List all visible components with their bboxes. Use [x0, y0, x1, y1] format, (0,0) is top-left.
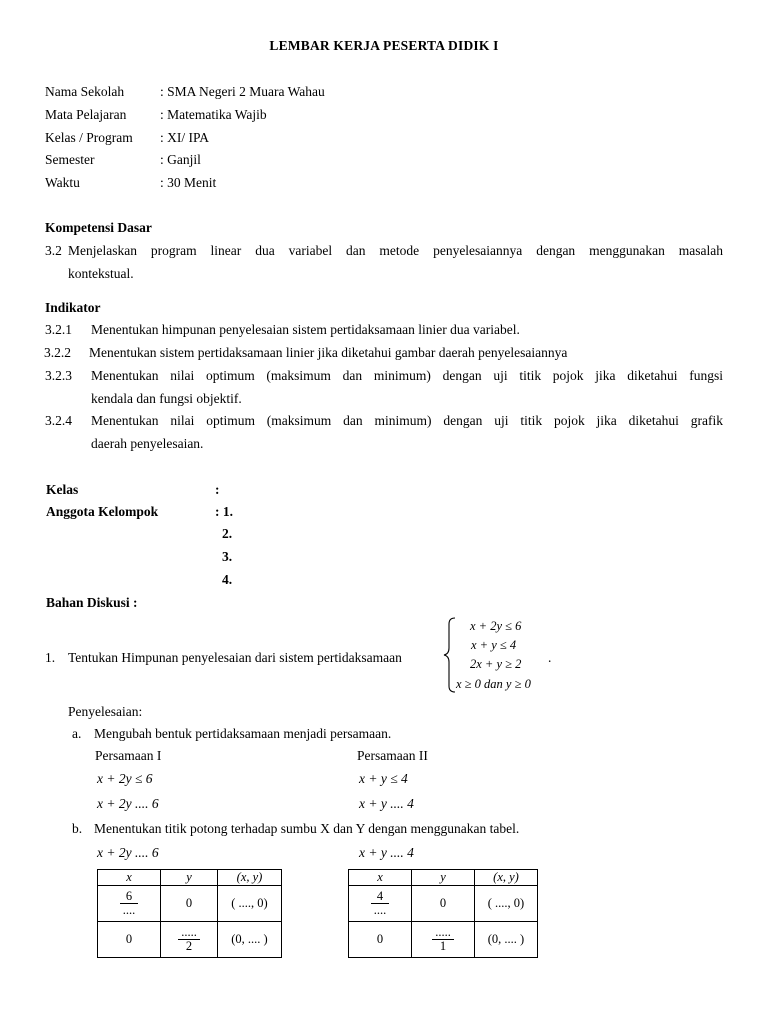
table-cell-y: [412, 922, 475, 958]
question-trailing-period: .: [548, 650, 552, 665]
indikator-num: 3.2.4: [45, 413, 72, 428]
equation-1-title: Persamaan I: [95, 748, 162, 763]
fraction-denominator: 2: [185, 939, 193, 953]
indikator-heading: Indikator: [45, 300, 101, 315]
school-label: Nama Sekolah: [45, 84, 125, 99]
equation-2-title: Persamaan II: [357, 748, 428, 763]
indikator-text: Menentukan nilai optimum (maksimum dan minimum) dengan uji titik pojok jika diketahui fungsi: [91, 368, 723, 383]
indikator-num: 3.2.1: [45, 322, 72, 337]
table-cell-x: [98, 886, 161, 922]
table-cell-point: (0, .... ): [218, 922, 282, 958]
member-3: 3.: [222, 549, 233, 564]
school-value: : SMA Negeri 2 Muara Wahau: [160, 84, 325, 99]
table-cell-point: ( ...., 0): [218, 886, 282, 922]
kd-text-line1: Menjelaskan program linear dua variabel dan metode penyelesaiannya dengan menggunakan masalah: [68, 243, 723, 258]
system-ineq-1: x + 2y ≤ 6: [470, 619, 522, 633]
anggota-label: Anggota Kelompok: [46, 504, 159, 519]
fraction-numerator: 6: [120, 890, 139, 904]
indikator-text: Menentukan sistem pertidaksamaan linier jika diketahui gambar daerah penyelesaiannya: [89, 345, 568, 360]
fraction-numerator: .....: [178, 926, 200, 940]
class-program-value: : XI/ IPA: [160, 130, 210, 145]
equation-2-line1: x + y ≤ 4: [359, 771, 408, 786]
fraction: [120, 890, 139, 917]
table-header-x: x: [349, 870, 412, 886]
fraction-numerator: 4: [371, 890, 390, 904]
table-cell-point: ( ...., 0): [475, 886, 538, 922]
intercept-table-2: [348, 869, 538, 958]
fraction: [432, 926, 454, 953]
step-b-text: Menentukan titik potong terhadap sumbu X dan Y dengan menggunakan tabel.: [94, 821, 520, 836]
kd-number: 3.2: [45, 243, 62, 258]
indikator-text-cont: kendala dan fungsi objektif.: [91, 391, 242, 406]
table-1-caption: x + 2y .... 6: [97, 845, 159, 860]
indikator-num: 3.2.2: [44, 345, 71, 360]
member-4: 4.: [222, 572, 233, 587]
kd-text-line2: kontekstual.: [68, 266, 134, 281]
subject-label: Mata Pelajaran: [45, 107, 127, 122]
table-header-x: x: [98, 870, 161, 886]
system-ineq-3: 2x + y ≥ 2: [470, 657, 522, 671]
table-cell-x: [349, 886, 412, 922]
intercept-table-1: [97, 869, 282, 958]
table-header-y: y: [412, 870, 475, 886]
fraction-numerator: .....: [432, 926, 454, 940]
question-text: Tentukan Himpunan penyelesaian dari sistem pertidaksamaan: [68, 650, 402, 665]
table-cell-y: 0: [412, 886, 475, 922]
member-2: 2.: [222, 526, 233, 541]
fraction-denominator: ....: [122, 903, 136, 917]
step-a-text: Mengubah bentuk pertidaksamaan menjadi persamaan.: [94, 726, 392, 741]
system-ineq-2: x + y ≤ 4: [471, 638, 517, 652]
time-value: : 30 Menit: [160, 175, 217, 190]
table-header-point: (x, y): [475, 870, 538, 886]
equation-1-line2: x + 2y .... 6: [97, 796, 159, 811]
indikator-text: Menentukan nilai optimum (maksimum dan minimum) dengan uji titik pojok jika diketahui grafik: [91, 413, 723, 428]
question-number: 1.: [45, 650, 56, 665]
bahan-diskusi-heading: Bahan Diskusi :: [46, 595, 138, 610]
table-2-caption: x + y .... 4: [359, 845, 414, 860]
table-row: [98, 922, 282, 958]
kelas-label: Kelas: [46, 482, 79, 497]
table-cell-y: [161, 922, 218, 958]
table-cell-x: 0: [349, 922, 412, 958]
fraction-denominator: ....: [373, 903, 387, 917]
member-1: : 1.: [215, 504, 233, 519]
subject-value: : Matematika Wajib: [160, 107, 267, 122]
table-cell-x: 0: [98, 922, 161, 958]
page-title: LEMBAR KERJA PESERTA DIDIK I: [269, 38, 499, 53]
fraction-denominator: 1: [439, 939, 447, 953]
left-brace-icon: [443, 616, 457, 694]
system-ineq-4: x ≥ 0 dan y ≥ 0: [456, 677, 531, 691]
table-header-point: (x, y): [218, 870, 282, 886]
table-header-y: y: [161, 870, 218, 886]
equation-1-line1: x + 2y ≤ 6: [97, 771, 153, 786]
table-row: [349, 922, 538, 958]
table-cell-y: 0: [161, 886, 218, 922]
indikator-text: Menentukan himpunan penyelesaian sistem pertidaksamaan linier dua variabel.: [91, 322, 520, 337]
class-program-label: Kelas / Program: [45, 130, 133, 145]
semester-value: : Ganjil: [160, 152, 201, 167]
indikator-text-cont: daerah penyelesaian.: [91, 436, 204, 451]
kd-heading: Kompetensi Dasar: [45, 220, 152, 235]
step-a-label: a.: [72, 726, 82, 741]
semester-label: Semester: [45, 152, 95, 167]
table-row: [349, 886, 538, 922]
kelas-colon: :: [215, 482, 220, 497]
table-cell-point: (0, .... ): [475, 922, 538, 958]
equation-2-line2: x + y .... 4: [359, 796, 414, 811]
solution-heading: Penyelesaian:: [68, 704, 143, 719]
table-row: [98, 886, 282, 922]
fraction: [178, 926, 200, 953]
step-b-label: b.: [72, 821, 83, 836]
fraction: [371, 890, 390, 917]
time-label: Waktu: [45, 175, 80, 190]
indikator-num: 3.2.3: [45, 368, 72, 383]
